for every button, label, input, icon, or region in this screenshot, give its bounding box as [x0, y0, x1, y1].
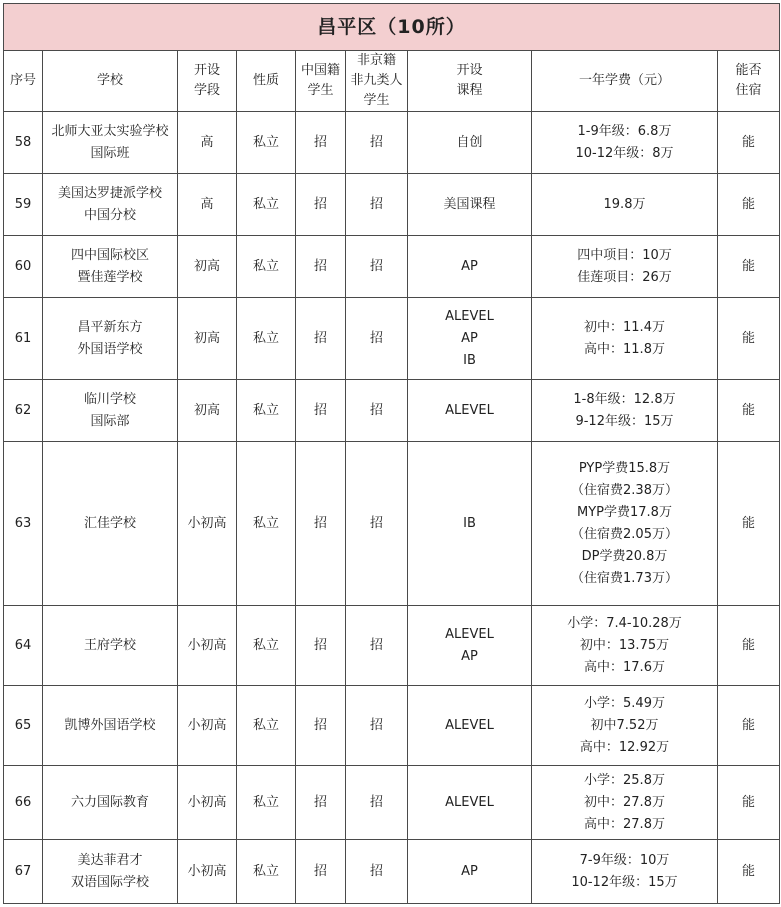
cell-annual-fee-line: 佳莲项目：26万	[577, 269, 672, 285]
header-text: 能否	[735, 63, 762, 78]
cell-number: 67	[4, 840, 43, 904]
header-text: 开设	[456, 63, 483, 78]
cell-school-line: 美达菲君才	[77, 852, 143, 868]
cell-stage	[178, 840, 237, 904]
cell-annual-fee	[532, 112, 718, 174]
cell-boarding: 能	[718, 236, 780, 298]
cell-school-line: 中国分校	[83, 207, 136, 223]
cell-stage-line: 小初高	[187, 794, 227, 810]
cell-boarding: 能	[718, 840, 780, 904]
cell-nonlocal-students: 招	[346, 766, 408, 840]
cell-stage-line: 小初高	[187, 515, 227, 531]
cell-annual-fee-line: 9-12年级：15万	[575, 413, 674, 429]
table-row	[4, 840, 780, 904]
header-school	[43, 51, 178, 112]
cell-school-line: 国际班	[90, 145, 130, 161]
cell-school-line: 双语国际学校	[70, 874, 149, 890]
cell-curriculum-line: 自创	[456, 134, 483, 150]
cell-nonlocal-students: 招	[346, 298, 408, 380]
header-text: 非九类人	[350, 73, 403, 88]
cell-nature: 私立	[237, 766, 296, 840]
header-text: 学校	[96, 73, 123, 88]
cell-annual-fee-line: 小学：5.49万	[584, 695, 665, 711]
cell-annual-fee-line: PYP学费15.8万	[578, 460, 671, 476]
school-table	[3, 3, 780, 904]
cell-stage-line: 初高	[193, 402, 220, 418]
cell-curriculum-line: ALEVEL	[445, 308, 494, 324]
header-text: 一年学费（元）	[578, 73, 670, 88]
cell-number: 63	[4, 442, 43, 606]
cell-nature: 私立	[237, 236, 296, 298]
cell-curriculum-line: 美国课程	[443, 196, 496, 212]
cell-nonlocal-students: 招	[346, 380, 408, 442]
cell-stage-line: 小初高	[187, 717, 227, 733]
cell-chinese-students: 招	[296, 112, 346, 174]
cell-nonlocal-students: 招	[346, 442, 408, 606]
cell-stage	[178, 442, 237, 606]
cell-curriculum	[408, 174, 532, 236]
cell-nonlocal-students: 招	[346, 174, 408, 236]
cell-school	[43, 766, 178, 840]
cell-number: 61	[4, 298, 43, 380]
cell-curriculum	[408, 766, 532, 840]
cell-school-line: 凯博外国语学校	[64, 717, 156, 733]
cell-stage	[178, 606, 237, 686]
cell-stage-line: 小初高	[187, 637, 227, 653]
cell-nonlocal-students: 招	[346, 112, 408, 174]
cell-stage-line: 初高	[193, 330, 220, 346]
cell-school	[43, 686, 178, 766]
header-curriculum	[408, 51, 532, 112]
cell-school	[43, 606, 178, 686]
header-text: 序号	[9, 73, 36, 88]
cell-chinese-students: 招	[296, 686, 346, 766]
cell-nature: 私立	[237, 298, 296, 380]
header-text: 住宿	[735, 83, 762, 98]
cell-nonlocal-students: 招	[346, 236, 408, 298]
cell-annual-fee-line: 1-8年级：12.8万	[573, 391, 676, 407]
header-chinese	[296, 51, 346, 112]
cell-school	[43, 298, 178, 380]
cell-annual-fee-line: （住宿费1.73万）	[571, 570, 678, 586]
cell-curriculum-line: IB	[463, 352, 476, 368]
cell-annual-fee-line: （住宿费2.05万）	[571, 526, 678, 542]
cell-annual-fee	[532, 174, 718, 236]
cell-school-line: 暨佳莲学校	[77, 269, 143, 285]
cell-annual-fee-line: 10-12年级：15万	[571, 874, 678, 890]
header-text: 开设	[193, 63, 220, 78]
table-row	[4, 606, 780, 686]
cell-chinese-students: 招	[296, 606, 346, 686]
cell-curriculum-line: AP	[461, 258, 478, 274]
cell-nature: 私立	[237, 380, 296, 442]
cell-annual-fee	[532, 380, 718, 442]
header-stage	[178, 51, 237, 112]
cell-school	[43, 380, 178, 442]
header-text: 性质	[252, 73, 279, 88]
cell-chinese-students: 招	[296, 766, 346, 840]
cell-school-line: 美国达罗捷派学校	[57, 185, 162, 201]
cell-stage	[178, 380, 237, 442]
cell-curriculum-line: AP	[461, 330, 478, 346]
cell-curriculum-line: ALEVEL	[445, 626, 494, 642]
cell-number: 58	[4, 112, 43, 174]
cell-annual-fee	[532, 840, 718, 904]
cell-nonlocal-students: 招	[346, 686, 408, 766]
cell-nature: 私立	[237, 112, 296, 174]
table-body	[4, 4, 780, 904]
cell-annual-fee-line: 初中：27.8万	[584, 794, 665, 810]
cell-stage-line: 高	[200, 134, 214, 150]
cell-curriculum	[408, 298, 532, 380]
cell-annual-fee-line: 高中：11.8万	[584, 341, 665, 357]
cell-nonlocal-students: 招	[346, 606, 408, 686]
cell-stage-line: 初高	[193, 258, 220, 274]
cell-annual-fee	[532, 606, 718, 686]
cell-school-line: 昌平新东方	[77, 319, 143, 335]
cell-annual-fee-line: 高中：12.92万	[579, 739, 670, 755]
cell-school	[43, 442, 178, 606]
table-row	[4, 442, 780, 606]
cell-boarding: 能	[718, 174, 780, 236]
page-title: 昌平区（10所）	[4, 4, 780, 51]
cell-annual-fee-line: 19.8万	[603, 196, 646, 212]
cell-nature: 私立	[237, 686, 296, 766]
cell-nonlocal-students: 招	[346, 840, 408, 904]
cell-curriculum-line: IB	[463, 515, 476, 531]
cell-school	[43, 236, 178, 298]
header-text: 学生	[307, 83, 334, 98]
cell-school-line: 北师大亚太实验学校	[51, 123, 169, 139]
cell-stage	[178, 236, 237, 298]
cell-chinese-students: 招	[296, 236, 346, 298]
cell-nature: 私立	[237, 840, 296, 904]
cell-curriculum	[408, 840, 532, 904]
cell-school-line: 六力国际教育	[70, 794, 149, 810]
cell-curriculum	[408, 606, 532, 686]
table-row	[4, 766, 780, 840]
cell-school-line: 四中国际校区	[70, 247, 149, 263]
cell-annual-fee-line: 1-9年级：6.8万	[577, 123, 672, 139]
cell-number: 62	[4, 380, 43, 442]
cell-nature: 私立	[237, 442, 296, 606]
cell-curriculum-line: ALEVEL	[445, 794, 494, 810]
header-text: 课程	[456, 83, 483, 98]
cell-curriculum-line: AP	[461, 863, 478, 879]
cell-curriculum	[408, 236, 532, 298]
cell-school-line: 临川学校	[83, 391, 136, 407]
title-row	[4, 4, 780, 51]
table-row	[4, 112, 780, 174]
cell-annual-fee-line: 高中：17.6万	[584, 659, 665, 675]
header-boarding	[718, 51, 780, 112]
header-row	[4, 51, 780, 112]
cell-curriculum-line: ALEVEL	[445, 717, 494, 733]
cell-annual-fee	[532, 766, 718, 840]
cell-boarding: 能	[718, 380, 780, 442]
cell-curriculum	[408, 442, 532, 606]
cell-nature: 私立	[237, 174, 296, 236]
cell-annual-fee	[532, 686, 718, 766]
cell-annual-fee-line: 初中：11.4万	[584, 319, 665, 335]
cell-annual-fee-line: DP学费20.8万	[581, 548, 668, 564]
cell-nature: 私立	[237, 606, 296, 686]
table-row	[4, 174, 780, 236]
cell-chinese-students: 招	[296, 442, 346, 606]
cell-chinese-students: 招	[296, 174, 346, 236]
cell-number: 65	[4, 686, 43, 766]
cell-boarding: 能	[718, 298, 780, 380]
cell-number: 66	[4, 766, 43, 840]
cell-school	[43, 840, 178, 904]
cell-curriculum-line: ALEVEL	[445, 402, 494, 418]
cell-curriculum	[408, 380, 532, 442]
cell-chinese-students: 招	[296, 380, 346, 442]
cell-annual-fee	[532, 298, 718, 380]
cell-annual-fee	[532, 236, 718, 298]
cell-curriculum	[408, 686, 532, 766]
cell-curriculum-line: AP	[461, 648, 478, 664]
cell-number: 60	[4, 236, 43, 298]
cell-boarding: 能	[718, 686, 780, 766]
cell-school-line: 汇佳学校	[83, 515, 136, 531]
header-text: 学生	[363, 93, 390, 108]
cell-school	[43, 174, 178, 236]
cell-boarding: 能	[718, 606, 780, 686]
cell-annual-fee-line: （住宿费2.38万）	[571, 482, 678, 498]
table-row	[4, 298, 780, 380]
cell-annual-fee-line: 初中：13.75万	[579, 637, 670, 653]
cell-school-line: 国际部	[90, 413, 130, 429]
table-row	[4, 380, 780, 442]
cell-stage	[178, 174, 237, 236]
cell-annual-fee-line: MYP学费17.8万	[577, 504, 672, 520]
cell-stage	[178, 766, 237, 840]
cell-annual-fee-line: 四中项目：10万	[577, 247, 672, 263]
cell-stage-line: 高	[200, 196, 214, 212]
table-row	[4, 686, 780, 766]
cell-annual-fee	[532, 442, 718, 606]
cell-number: 59	[4, 174, 43, 236]
cell-annual-fee-line: 初中7.52万	[590, 717, 659, 733]
header-nature	[237, 51, 296, 112]
cell-school	[43, 112, 178, 174]
cell-number: 64	[4, 606, 43, 686]
cell-stage	[178, 298, 237, 380]
cell-school-line: 外国语学校	[77, 341, 143, 357]
cell-chinese-students: 招	[296, 298, 346, 380]
cell-annual-fee-line: 7-9年级：10万	[579, 852, 670, 868]
cell-boarding: 能	[718, 442, 780, 606]
header-text: 学段	[193, 83, 220, 98]
header-nonlocal	[346, 51, 408, 112]
header-fee	[532, 51, 718, 112]
header-text: 中国籍	[300, 63, 340, 78]
cell-curriculum	[408, 112, 532, 174]
cell-boarding: 能	[718, 112, 780, 174]
cell-annual-fee-line: 10-12年级：8万	[575, 145, 674, 161]
cell-stage	[178, 686, 237, 766]
cell-annual-fee-line: 高中：27.8万	[584, 816, 665, 832]
header-text: 非京籍	[356, 53, 396, 68]
table-row	[4, 236, 780, 298]
cell-boarding: 能	[718, 766, 780, 840]
cell-annual-fee-line: 小学：7.4-10.28万	[567, 615, 682, 631]
header-no	[4, 51, 43, 112]
cell-stage-line: 小初高	[187, 863, 227, 879]
cell-school-line: 王府学校	[83, 637, 136, 653]
cell-chinese-students: 招	[296, 840, 346, 904]
cell-annual-fee-line: 小学：25.8万	[584, 772, 665, 788]
cell-stage	[178, 112, 237, 174]
